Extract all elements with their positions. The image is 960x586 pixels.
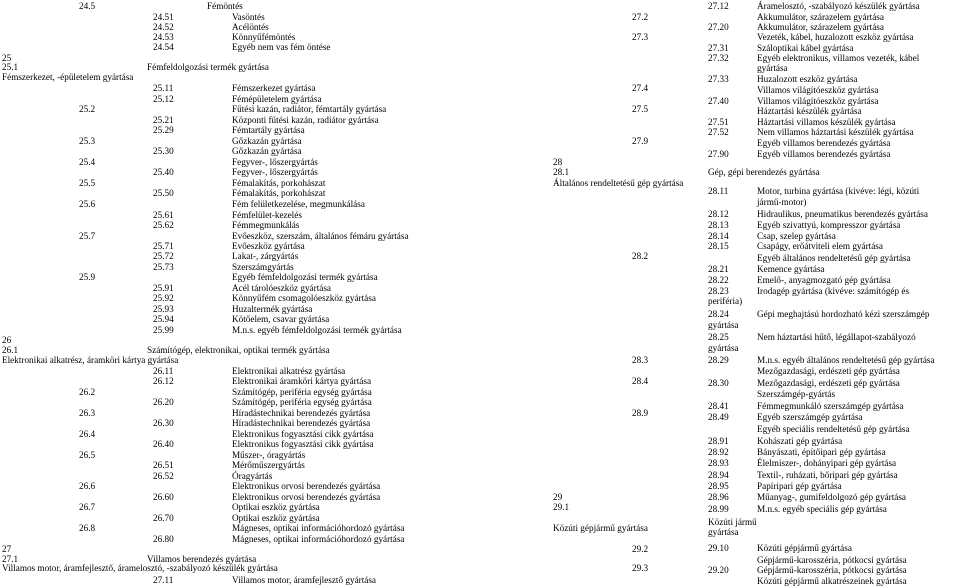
left-row-label: Elektronikai alkatrész, áramköri kártya gyártása bbox=[2, 355, 179, 365]
right-row-code: 28.93 bbox=[708, 458, 729, 468]
middle-row-code: 28.2 bbox=[632, 251, 649, 261]
left-row-code: 26.7 bbox=[79, 502, 96, 512]
left-row-code: 25.99 bbox=[153, 325, 174, 335]
left-row-label: Fémszerkezet gyártása bbox=[232, 83, 316, 93]
right-row-label: Egyéb szerszámgép gyártása bbox=[757, 412, 863, 422]
left-row-code: 25.94 bbox=[153, 314, 174, 324]
left-row-label: Acél tárolóeszköz gyártása bbox=[232, 283, 331, 293]
left-row-label: Központi fűtési kazán, radiátor gyártása bbox=[232, 115, 379, 125]
right-row-label: Villamos világítóeszköz gyártása bbox=[757, 96, 879, 106]
left-row-code: 25.6 bbox=[79, 199, 96, 209]
right-row-label: Irodagép gyártása (kivéve: számítógép és bbox=[757, 286, 910, 296]
right-row-label: Egyéb általános rendeltetésű gép gyártása bbox=[757, 253, 911, 263]
left-row-code: 27.11 bbox=[153, 575, 174, 585]
left-row-label: Híradástechnikai berendezés gyártása bbox=[232, 408, 371, 418]
left-row-code: 26 bbox=[2, 335, 12, 345]
middle-row-code: 27.3 bbox=[632, 32, 649, 42]
left-row-label: Fémszerkezet, -épületelem gyártása bbox=[2, 72, 134, 82]
right-row-code: 28.29 bbox=[708, 355, 729, 365]
right-row-code: 27.20 bbox=[708, 22, 729, 32]
left-row-label: Híradástechnikai berendezés gyártása bbox=[232, 418, 371, 428]
left-row-code: 25.7 bbox=[79, 231, 96, 241]
right-row-code: 28.23 bbox=[708, 286, 729, 296]
right-row-label: Egyéb szivattyú, kompresszor gyártása bbox=[757, 220, 901, 230]
left-row-label: Fémépületelem gyártása bbox=[232, 94, 322, 104]
right-row-code: 28.25 bbox=[708, 332, 729, 342]
middle-row-code: 27.4 bbox=[632, 83, 649, 93]
left-row-code: 25.1 bbox=[2, 62, 19, 72]
right-row-label: Műanyag-, gumifeldolgozó gép gyártása bbox=[757, 492, 906, 502]
right-row-code: 28.41 bbox=[708, 401, 729, 411]
left-row-label: Fegyver-, lőszergyártás bbox=[232, 167, 318, 177]
right-row-label: Csap, szelep gyártása bbox=[757, 231, 836, 241]
left-row-code: 26.51 bbox=[153, 460, 174, 470]
left-row-code: 26.11 bbox=[153, 366, 174, 376]
left-row-code: 26.60 bbox=[153, 492, 174, 502]
right-row-label: Egyéb villamos berendezés gyártása bbox=[757, 149, 891, 159]
right-row-label: jármű-motor) bbox=[757, 197, 807, 207]
left-row-label: Műszer-, óragyártás bbox=[232, 450, 306, 460]
left-row-label: Fémöntés bbox=[207, 1, 243, 11]
right-row-label: Huzalozott eszköz gyártása bbox=[757, 74, 858, 84]
left-row-code: 26.1 bbox=[2, 345, 19, 355]
middle-row-code: 27.5 bbox=[632, 104, 649, 114]
right-row-label: Gépi meghajtású hordozható kézi szerszámgép bbox=[757, 309, 930, 319]
right-row-code: 29.20 bbox=[708, 565, 729, 575]
left-row-code: 26.30 bbox=[153, 418, 174, 428]
left-row-code: 25.72 bbox=[153, 251, 174, 261]
left-row-code: 25.62 bbox=[153, 220, 174, 230]
left-row-code: 24.52 bbox=[153, 22, 174, 32]
middle-row-code: 27.2 bbox=[632, 12, 649, 22]
right-row-label: Nem háztartási hűtő, légállapot-szabályozó bbox=[757, 332, 916, 342]
right-row-code: 28.94 bbox=[708, 470, 729, 480]
left-row-label: Mágneses, optikai információhordozó gyártása bbox=[232, 523, 405, 533]
left-row-code: 26.2 bbox=[79, 387, 96, 397]
left-row-label: Könnyűfémöntés bbox=[232, 32, 296, 42]
right-row-code: 27.52 bbox=[708, 127, 729, 137]
left-row-code: 27 bbox=[2, 544, 12, 554]
left-row-code: 25.3 bbox=[79, 136, 96, 146]
left-row-label: Evőeszköz gyártása bbox=[232, 241, 305, 251]
left-row-label: Elektronikus orvosi berendezés gyártása bbox=[232, 492, 381, 502]
left-row-label: Egyéb nem vas fém öntése bbox=[232, 42, 331, 52]
left-row-code: 25.91 bbox=[153, 283, 174, 293]
left-row-label: Huzaltermék gyártása bbox=[232, 304, 313, 314]
right-row-code: 28.12 bbox=[708, 209, 729, 219]
right-row-code: 27.40 bbox=[708, 96, 729, 106]
left-row-label: Optikai eszköz gyártása bbox=[232, 502, 320, 512]
left-row-label: Mérőműszergyártás bbox=[232, 460, 305, 470]
right-row-label: Papíripari gép gyártása bbox=[757, 481, 842, 491]
left-row-code: 25.4 bbox=[79, 157, 96, 167]
right-row-label: Közúti gépjármű gyártása bbox=[757, 543, 852, 553]
left-row-label: Fémtartály gyártása bbox=[232, 125, 305, 135]
left-row-label: Gőzkazán gyártása bbox=[232, 146, 302, 156]
left-row-label: Elektronikai áramköri kártya gyártása bbox=[232, 376, 372, 386]
left-row-code: 25.29 bbox=[153, 125, 174, 135]
right-row-code: 28.30 bbox=[708, 378, 729, 388]
right-row-label: Fémmegmunkáló szerszámgép gyártása bbox=[757, 401, 904, 411]
right-row-code: 28.21 bbox=[708, 264, 729, 274]
middle-row-code: 29.3 bbox=[632, 563, 649, 573]
left-row-code: 25.40 bbox=[153, 167, 174, 177]
right-row-code: 27.90 bbox=[708, 149, 729, 159]
left-row-code: 25.61 bbox=[153, 210, 174, 220]
left-row-code: 25.73 bbox=[153, 262, 174, 272]
right-row-label: Akkumulátor, szárazelem gyártása bbox=[757, 12, 884, 22]
right-row-code: 28.91 bbox=[708, 436, 729, 446]
right-row-code: 28.13 bbox=[708, 220, 729, 230]
right-row-label: Motor, turbina gyártása (kivéve: légi, közúti bbox=[757, 186, 920, 196]
left-row-label: Gőzkazán gyártása bbox=[232, 136, 302, 146]
left-row-label: Elektronikus fogyasztási cikk gyártása bbox=[232, 439, 374, 449]
left-row-code: 25.30 bbox=[153, 146, 174, 156]
left-row-code: 26.6 bbox=[79, 481, 96, 491]
right-row-code: 28.49 bbox=[708, 412, 729, 422]
middle-row-code: 28.9 bbox=[632, 408, 649, 418]
left-row-label: Egyéb fémfeldolgozási termék gyártása bbox=[232, 272, 378, 282]
left-row-code: 25.71 bbox=[153, 241, 174, 251]
right-row-code: 28.95 bbox=[708, 481, 729, 491]
left-row-code: 25.93 bbox=[153, 304, 174, 314]
right-row-label: Mezőgazdasági, erdészeti gép gyártása bbox=[757, 378, 900, 388]
right-row-label: Textil-, ruházati, bőripari gép gyártása bbox=[757, 470, 898, 480]
right-row-code: 28.22 bbox=[708, 275, 729, 285]
left-row-label: Evőeszköz, szerszám, általános fémáru gyártása bbox=[232, 231, 409, 241]
right-row-code: 27.32 bbox=[708, 53, 729, 63]
right-row-label: gyártása bbox=[708, 527, 739, 537]
left-row-label: Fegyver-, lőszergyártás bbox=[232, 157, 318, 167]
right-row-label: Emelő-, anyagmozgató gép gyártása bbox=[757, 275, 891, 285]
middle-row-code: 27.9 bbox=[632, 136, 649, 146]
left-row-label: Villamos motor, áramfejlesztő, áramelosztó, -szabályozó készülék gyártása bbox=[2, 563, 278, 573]
middle-row-label: Általános rendeltetésű gép gyártása bbox=[553, 178, 684, 188]
right-row-label: Mezőgazdasági, erdészeti gép gyártása bbox=[757, 366, 900, 376]
right-row-label: Kohászati gép gyártása bbox=[757, 436, 843, 446]
left-row-label: Lakat-, zárgyártás bbox=[232, 251, 299, 261]
right-row-label: Akkumulátor, szárazelem gyártása bbox=[757, 22, 884, 32]
left-row-label: Kötőelem, csavar gyártása bbox=[232, 314, 330, 324]
right-row-label: Egyéb villamos berendezés gyártása bbox=[757, 138, 891, 148]
left-row-label: Fémmegmunkálás bbox=[232, 220, 300, 230]
middle-row-code: 29 bbox=[553, 492, 563, 502]
right-row-code: 28.11 bbox=[708, 186, 729, 196]
left-row-code: 26.40 bbox=[153, 439, 174, 449]
left-row-code: 24.53 bbox=[153, 32, 174, 42]
left-row-code: 25.92 bbox=[153, 293, 174, 303]
right-row-label: Hidraulikus, pneumatikus berendezés gyártása bbox=[757, 209, 928, 219]
right-row-label: Gépjármű-karosszéria, pótkocsi gyártása bbox=[757, 555, 907, 565]
right-row-code: 28.96 bbox=[708, 492, 729, 502]
right-row-code: 28.14 bbox=[708, 231, 729, 241]
right-row-label: gyártása bbox=[708, 320, 739, 330]
left-row-label: Villamos motor, áramfejlesztő gyártása bbox=[232, 575, 376, 585]
right-row-code: 27.51 bbox=[708, 117, 729, 127]
left-row-code: 25 bbox=[2, 53, 12, 63]
left-row-label: Fűtési kazán, radiátor, fémtartály gyártása bbox=[232, 104, 387, 114]
left-row-label: Elektronikus orvosi berendezés gyártása bbox=[232, 481, 381, 491]
right-row-label: gyártása bbox=[708, 343, 739, 353]
right-row-code: 28.99 bbox=[708, 504, 729, 514]
right-row-code: 29.10 bbox=[708, 543, 729, 553]
left-row-code: 25.9 bbox=[79, 272, 96, 282]
right-row-label: gyártása bbox=[757, 63, 788, 73]
left-row-label: Fémfelület-kezelés bbox=[232, 210, 302, 220]
right-row-code: 27.31 bbox=[708, 43, 729, 53]
left-row-label: Fémalakítás, porkohászat bbox=[232, 178, 326, 188]
left-row-code: 25.5 bbox=[79, 178, 96, 188]
middle-row-code: 28.3 bbox=[632, 355, 649, 365]
right-row-label: Gépjármű-karosszéria, pótkocsi gyártása bbox=[757, 565, 907, 575]
left-row-label: Fém felületkezelése, megmunkálása bbox=[232, 199, 365, 209]
middle-row-label: Közúti gépjármű gyártása bbox=[553, 523, 648, 533]
left-row-label: Óragyártás bbox=[232, 471, 273, 481]
right-row-code: 27.12 bbox=[708, 1, 729, 11]
middle-row-code: 28 bbox=[553, 157, 563, 167]
left-row-code: 24.51 bbox=[153, 12, 174, 22]
middle-row-code: 28.1 bbox=[553, 167, 570, 177]
left-row-label: Elektronikai alkatrész gyártása bbox=[232, 366, 346, 376]
left-row-code: 26.4 bbox=[79, 429, 96, 439]
middle-row-code: 28.4 bbox=[632, 376, 649, 386]
right-row-label: Nem villamos háztartási készülék gyártása bbox=[757, 127, 914, 137]
middle-row-code: 29.1 bbox=[553, 502, 570, 512]
left-row-label: Acélöntés bbox=[232, 22, 269, 32]
left-row-code: 25.2 bbox=[79, 104, 96, 114]
left-row-label: Elektronikus fogyasztási cikk gyártása bbox=[232, 429, 374, 439]
left-row-code: 26.5 bbox=[79, 450, 96, 460]
left-row-label: Könnyűfém csomagolóeszköz gyártása bbox=[232, 293, 376, 303]
left-row-code: 26.20 bbox=[153, 397, 174, 407]
right-row-label: Háztartási készülék gyártása bbox=[757, 106, 862, 116]
right-row-code: 28.15 bbox=[708, 241, 729, 251]
left-row-label: Vasöntés bbox=[232, 12, 265, 22]
right-row-label: Bányászati, építőipari gép gyártása bbox=[757, 447, 886, 457]
right-row-label: Csapágy, erőátviteli elem gyártása bbox=[757, 241, 883, 251]
left-row-code: 25.12 bbox=[153, 94, 174, 104]
left-row-label: Mágneses, optikai információhordozó gyártása bbox=[232, 534, 405, 544]
left-row-label: Számítógép, periféria egység gyártása bbox=[232, 397, 372, 407]
left-row-code: 26.12 bbox=[153, 376, 174, 386]
left-row-label: M.n.s. egyéb fémfeldolgozási termék gyártása bbox=[232, 325, 402, 335]
left-row-code: 25.50 bbox=[153, 188, 174, 198]
left-row-code: 24.54 bbox=[153, 42, 174, 52]
left-row-label: Szerszámgyártás bbox=[232, 262, 294, 272]
right-row-code: 28.24 bbox=[708, 309, 729, 319]
left-row-label: Villamos berendezés gyártása bbox=[147, 554, 257, 564]
right-row-label: Háztartási villamos készülék gyártása bbox=[757, 117, 896, 127]
left-row-label: Számítógép, periféria egység gyártása bbox=[232, 387, 372, 397]
left-row-code: 25.21 bbox=[153, 115, 174, 125]
right-row-label: Áramelosztó, -szabályozó készülék gyártása bbox=[757, 1, 920, 11]
right-row-label: M.n.s. egyéb általános rendeltetésű gép gyártása bbox=[757, 355, 935, 365]
middle-row-code: 29.2 bbox=[632, 544, 649, 554]
left-row-code: 26.3 bbox=[79, 408, 96, 418]
right-row-code: 28.92 bbox=[708, 447, 729, 457]
left-row-code: 26.80 bbox=[153, 534, 174, 544]
right-row-code: 27.33 bbox=[708, 74, 729, 84]
right-row-label: Szerszámgép-gyártás bbox=[757, 389, 836, 399]
right-row-label: Egyéb speciális rendeltetésű gép gyártása bbox=[757, 424, 910, 434]
left-row-code: 25.11 bbox=[153, 83, 174, 93]
left-row-code: 27.1 bbox=[2, 554, 19, 564]
right-row-label: Száloptikai kábel gyártása bbox=[757, 43, 854, 53]
left-row-code: 24.5 bbox=[79, 1, 96, 11]
right-row-label: periféria) bbox=[708, 296, 743, 306]
right-row-label: Villamos világítóeszköz gyártása bbox=[757, 85, 879, 95]
right-row-label: Vezeték, kábel, huzalozott eszköz gyártása bbox=[757, 32, 914, 42]
right-row-label: Közúti jármű bbox=[708, 517, 757, 527]
left-row-code: 26.52 bbox=[153, 471, 174, 481]
left-row-label: Számítógép, elektronikai, optikai termék gyártása bbox=[147, 345, 330, 355]
right-row-label: Élelmiszer-, dohányipari gép gyártása bbox=[757, 458, 897, 468]
left-row-label: Fémfeldolgozási termék gyártása bbox=[147, 62, 269, 72]
left-row-label: Optikai eszköz gyártása bbox=[232, 513, 320, 523]
right-row-label: Gép, gépi berendezés gyártása bbox=[708, 167, 820, 177]
right-row-label: Közúti gépjármű alkatrészeinek gyártása bbox=[757, 576, 907, 586]
right-row-label: M.n.s. egyéb speciális gép gyártása bbox=[757, 504, 887, 514]
left-row-label: Fémalakítás, porkohászat bbox=[232, 188, 326, 198]
left-row-code: 26.8 bbox=[79, 523, 96, 533]
right-row-label: Egyéb elektronikus, villamos vezeték, kábel bbox=[757, 53, 920, 63]
right-row-label: Kemence gyártása bbox=[757, 264, 825, 274]
left-row-code: 26.70 bbox=[153, 513, 174, 523]
